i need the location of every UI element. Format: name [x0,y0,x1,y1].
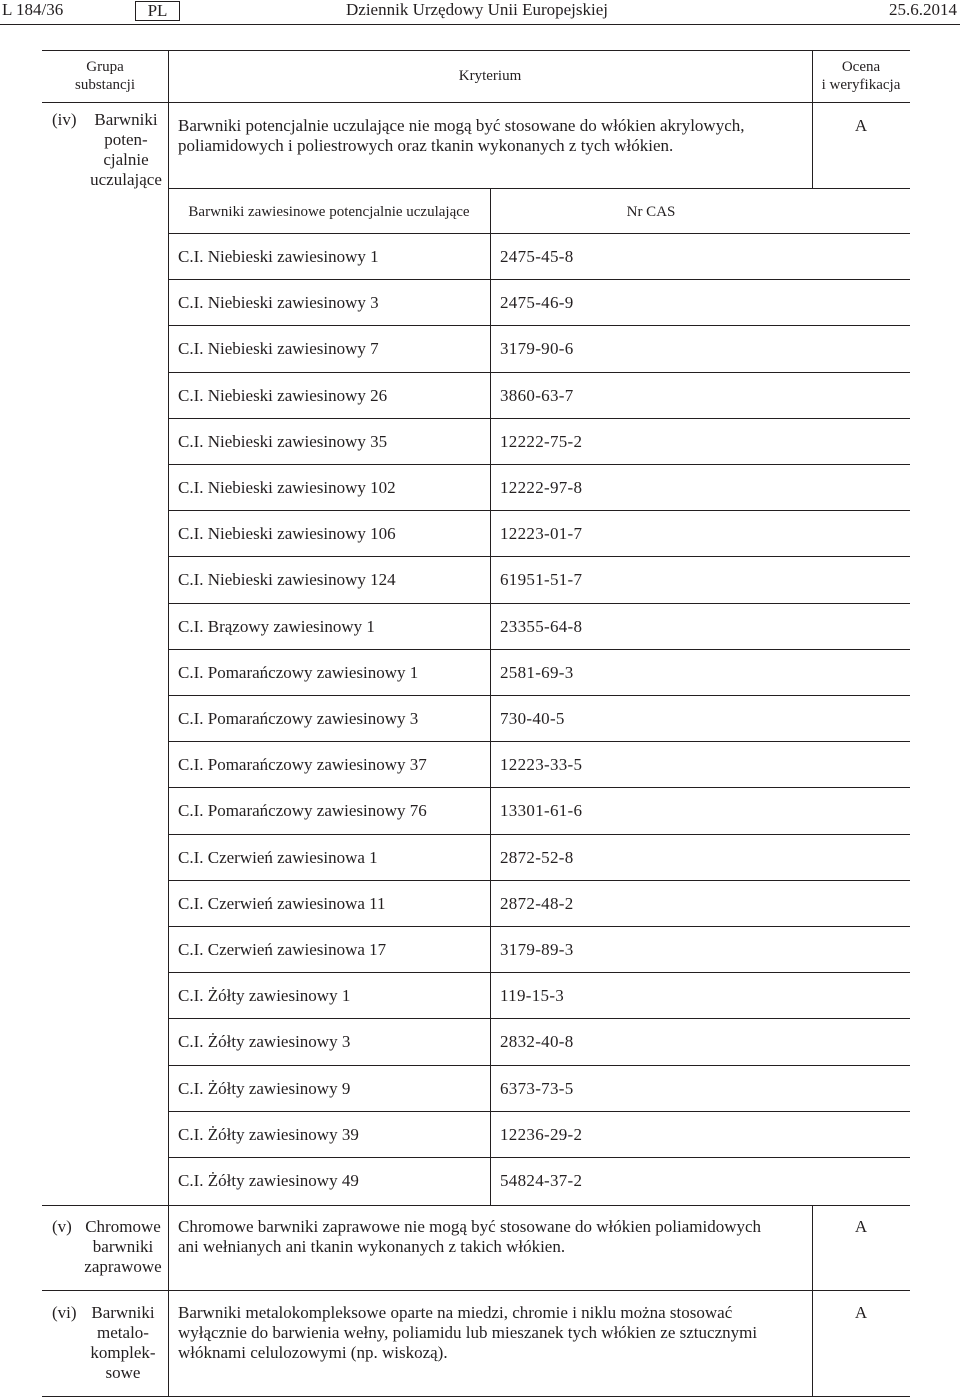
dye-name: C.I. Żółty zawiesinowy 3 [178,1032,351,1052]
group-iv-number: (iv) [52,110,77,129]
group-v-criterion [178,1217,808,1257]
dye-cas-number: 12222-75-2 [500,431,583,451]
dye-row-rule [168,880,910,881]
dye-name: C.I. Żółty zawiesinowy 49 [178,1171,359,1190]
dye-cas-number: 3179-90-6 [500,339,574,359]
dye-row-rule [168,695,910,696]
dye-name: C.I. Czerwień zawiesinowa 17 [178,940,387,959]
dye-name: C.I. Pomarańczowy zawiesinowy 3 [178,709,419,728]
header-group-line2: substancji [75,77,135,93]
dye-row-rule [168,972,910,973]
dye-row-rule [168,926,910,927]
dye-name: C.I. Niebieski zawiesinowy 26 [178,385,388,405]
page-header [0,0,960,24]
dye-cas-number: 6373-73-5 [500,1078,574,1098]
dye-row-rule [168,1111,910,1112]
dye-name: C.I. Niebieski zawiesinowy 3 [178,293,379,313]
dye-name: C.I. Niebieski zawiesinowy 1 [178,247,379,266]
dye-name: C.I. Pomarańczowy zawiesinowy 37 [178,755,427,775]
dye-row-rule [168,1065,910,1066]
dye-name: C.I. Żółty zawiesinowy 9 [178,1078,351,1098]
dye-cas-number: 12236-29-2 [500,1124,583,1144]
dye-row-rule [168,741,910,742]
dye-row-rule [168,418,910,419]
group-v-assessment: A [854,1217,868,1236]
dye-cas-number: 12223-01-7 [500,524,583,544]
group-v-number: (v) [52,1217,72,1236]
group-iv-criterion [178,116,808,156]
group-vi-name-line: komplek- [90,1343,156,1362]
header-criterion: Kryterium [458,68,522,84]
criterion-line: Chromowe barwniki zaprawowe nie mogą być stosowane do włókien poliamidowych [178,1217,762,1236]
dye-cas-number: 2475-45-8 [500,247,574,266]
group-vi-name-line: metalo- [97,1323,149,1342]
dye-cas-number: 23355-64-8 [500,616,583,636]
criterion-line: włóknami celulozowymi (np. wiskozą). [178,1343,448,1362]
dye-cas-number: 3860-63-7 [500,385,574,405]
table-header-bottom-rule [42,102,910,103]
criterion-line: Barwniki potencjalnie uczulające nie mogą być stosowane do włókien akrylowych, [178,116,745,135]
dye-table-top-rule [168,233,910,234]
dye-name: C.I. Niebieski zawiesinowy 106 [178,524,396,544]
dye-row-rule [168,1018,910,1019]
group-vi-name [74,1303,172,1383]
group-iv-bottom-rule [42,1205,910,1206]
header-group-line1: Grupa [86,59,124,75]
header-assessment [812,58,910,94]
table-top-rule [42,50,910,51]
header-assessment-line2: i weryfikacja [821,77,901,93]
dye-name: C.I. Niebieski zawiesinowy 124 [178,570,396,590]
group-vi-name-line: sowe [105,1363,141,1382]
group-v-name-line: barwniki [92,1237,154,1256]
criterion-line: wyłącznie do barwienia wełny, poliamidu lub mieszanek tych włókien ze sztucznymi [178,1323,758,1342]
criterion-line: ani wełnianych ani tkanin wykonanych z takich włókien. [178,1237,566,1256]
dye-cas-number: 2872-48-2 [500,893,574,913]
dye-row-rule [168,464,910,465]
group-v-name-line: zaprawowe [84,1257,162,1276]
dye-name: C.I. Pomarańczowy zawiesinowy 76 [178,801,427,821]
group-vi-criterion [178,1303,808,1363]
journal-title: Dziennik Urzędowy Unii Europejskiej [346,0,609,19]
dye-row-rule [168,1157,910,1158]
criterion-bottom-rule [168,188,910,189]
group-vi-number: (vi) [52,1303,77,1322]
dye-name: C.I. Czerwień zawiesinowa 11 [178,893,386,913]
dye-row-rule [168,834,910,835]
dye-cas-number: 730-40-5 [500,709,565,728]
publication-date: 25.6.2014 [889,0,957,19]
dye-table-header-name: Barwniki zawiesinowe potencjalnie uczulające [188,204,470,220]
dye-name: C.I. Pomarańczowy zawiesinowy 1 [178,662,419,682]
language-badge: PL [135,1,180,21]
group-vi-name-line: Barwniki [91,1303,155,1322]
header-rule [0,24,960,25]
dye-row-rule [168,649,910,650]
group-iv-name-line: uczulające [90,170,162,189]
dye-row-rule [168,510,910,511]
dye-row-rule [168,325,910,326]
group-v-bottom-rule [42,1290,910,1291]
dye-row-rule [168,556,910,557]
dye-cas-number: 119-15-3 [500,986,565,1006]
dye-table-divider [490,188,491,1205]
dye-name: C.I. Niebieski zawiesinowy 35 [178,431,388,451]
group-iv-name-line: Barwniki [94,110,158,129]
dye-name: C.I. Żółty zawiesinowy 1 [178,986,351,1006]
group-iv-name-line: cjalnie [103,150,149,169]
dye-cas-number: 2872-52-8 [500,847,574,867]
group-iv-name-line: poten- [104,130,148,149]
dye-name: C.I. Żółty zawiesinowy 39 [178,1124,359,1144]
dye-cas-number: 54824-37-2 [500,1171,583,1190]
page-reference: L 184/36 [2,0,64,19]
dye-cas-number: 2832-40-8 [500,1032,574,1052]
dye-name: C.I. Czerwień zawiesinowa 1 [178,847,378,867]
group-iv-name [81,110,171,190]
header-group-substance [42,58,168,94]
dye-name: C.I. Brązowy zawiesinowy 1 [178,616,375,636]
table-divider-left [168,50,169,1397]
header-assessment-line1: Ocena [841,59,881,75]
criterion-line: poliamidowych i poliestrowych oraz tkanin wykonanych z tych włókien. [178,136,674,155]
dye-cas-number: 61951-51-7 [500,570,583,590]
dye-cas-number: 3179-89-3 [500,940,574,959]
dye-cas-number: 2475-46-9 [500,293,574,313]
dye-name: C.I. Niebieski zawiesinowy 102 [178,478,396,497]
group-vi-assessment: A [854,1303,868,1322]
dye-cas-number: 12222-97-8 [500,478,583,497]
dye-name: C.I. Niebieski zawiesinowy 7 [178,339,379,359]
dye-cas-number: 2581-69-3 [500,662,574,682]
dye-row-rule [168,603,910,604]
dye-cas-number: 13301-61-6 [500,801,583,821]
group-v-name [74,1217,172,1277]
criterion-line: Barwniki metalokompleksowe oparte na miedzi, chromie i niklu można stosować [178,1303,733,1322]
dye-row-rule [168,787,910,788]
dye-table-header-cas: Nr CAS [626,204,676,220]
group-v-name-line: Chromowe [85,1217,161,1236]
dye-row-rule [168,372,910,373]
dye-cas-number: 12223-33-5 [500,755,583,775]
dye-row-rule [168,279,910,280]
group-iv-assessment: A [854,116,868,135]
